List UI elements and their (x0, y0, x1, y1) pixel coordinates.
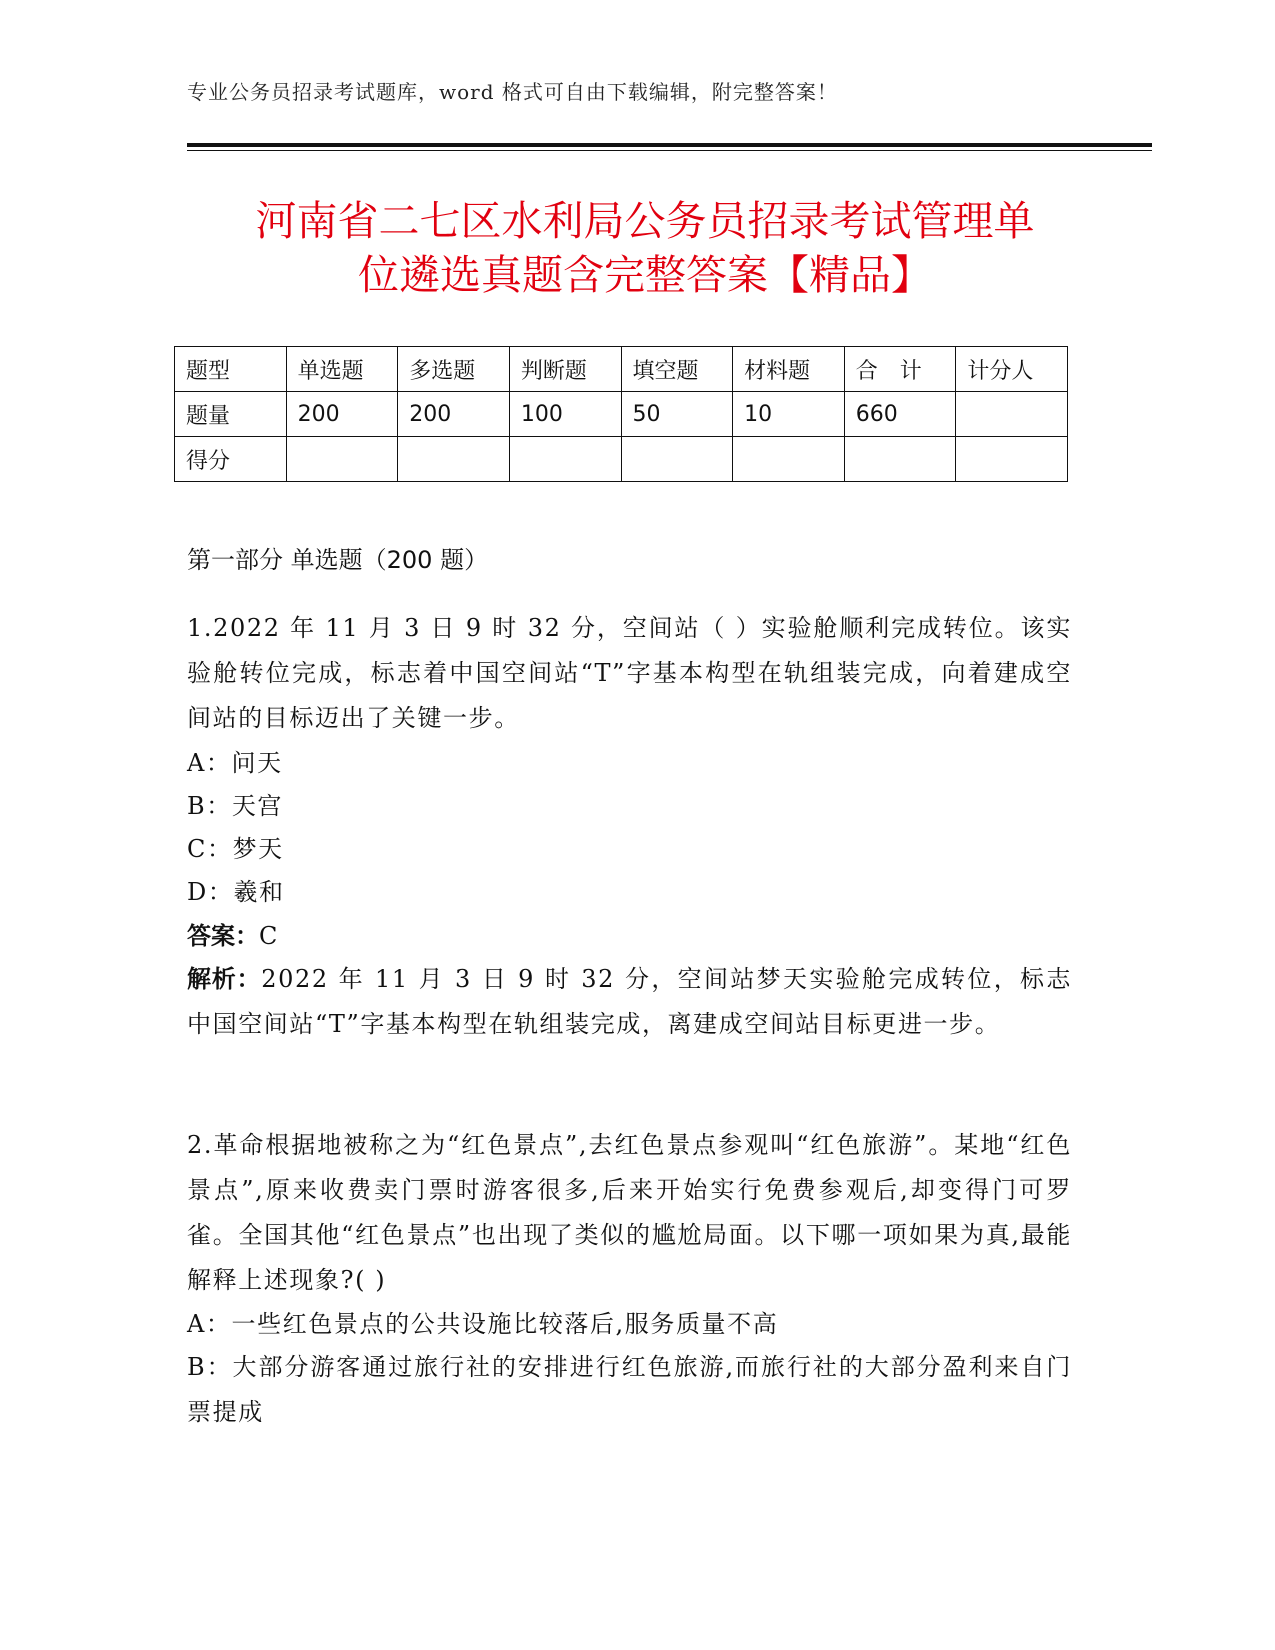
table-cell (398, 437, 510, 482)
section-title: 第一部分 单选题（200 题） (187, 546, 489, 574)
question-1-answer (187, 914, 279, 959)
header-rule-thick (187, 143, 1152, 147)
table-cell: 200 (398, 392, 510, 437)
question-2-stem: 2.革命根据地被称之为“红色景点”,去红色景点参观叫“红色旅游”。某地“红色景点”,原来收费卖门票时游客很多,后来开始实行免费参观后,却变得门可罗雀。全国其他“红色景点”也出现了类似的尴尬局面。以下哪一项如果为真,最能解释上述现象?( ) (187, 1131, 1072, 1294)
title-line-1: 河南省二七区水利局公务员招录考试管理单 (255, 197, 1035, 245)
question-1-option-a: A：问天 (187, 749, 283, 777)
table-cell (509, 437, 621, 482)
table-cell: 合 计 (844, 347, 956, 392)
table-cell: 题型 (175, 347, 287, 392)
question-1-stem: 1.2022 年 11 月 3 日 9 时 32 分，空间站（ ）实验舱顺利完成转位。该实验舱转位完成，标志着中国空间站“T”字基本构型在轨组装完成，向着建成空间站的目标迈出了关键一步。 (187, 614, 1072, 732)
question-1-option-b: B：天宫 (187, 792, 284, 820)
analysis-label: 解析： (187, 965, 262, 993)
table-cell: 计分人 (956, 347, 1068, 392)
question-1-option-d: D：羲和 (187, 878, 285, 906)
analysis-text: 2022 年 11 月 3 日 9 时 32 分，空间站梦天实验舱完成转位，标志中国空间站“T”字基本构型在轨组装完成，离建成空间站目标更进一步。 (187, 965, 1072, 1038)
question-1-option-c: C：梦天 (187, 835, 284, 863)
table-cell: 200 (286, 392, 398, 437)
answer-label: 答案： (187, 922, 259, 950)
score-table (174, 346, 1068, 482)
table-cell: 10 (733, 392, 845, 437)
table-cell: 50 (621, 392, 733, 437)
table-cell (621, 437, 733, 482)
table-cell (956, 392, 1068, 437)
header-rule-thin (187, 150, 1152, 151)
table-cell: 多选题 (398, 347, 510, 392)
table-row (175, 437, 1068, 482)
question-2-option-b: B：大部分游客通过旅行社的安排进行红色旅游,而旅行社的大部分盈利来自门票提成 (187, 1353, 1072, 1426)
question-2-option-a: A：一些红色景点的公共设施比较落后,服务质量不高 (187, 1310, 779, 1338)
title-line-2: 位遴选真题含完整答案【精品】 (358, 251, 932, 299)
table-cell: 660 (844, 392, 956, 437)
header-note: 专业公务员招录考试题库，word 格式可自由下载编辑，附完整答案！ (187, 80, 838, 104)
answer-value: C (259, 922, 279, 950)
document-title (175, 194, 1115, 302)
question-1-analysis (187, 957, 1072, 1047)
table-cell: 判断题 (509, 347, 621, 392)
table-row (175, 347, 1068, 392)
table-cell (733, 437, 845, 482)
table-cell (286, 437, 398, 482)
table-cell (956, 437, 1068, 482)
table-cell: 题量 (175, 392, 287, 437)
table-cell: 填空题 (621, 347, 733, 392)
table-cell: 单选题 (286, 347, 398, 392)
table-cell: 100 (509, 392, 621, 437)
table-cell: 得分 (175, 437, 287, 482)
table-cell: 材料题 (733, 347, 845, 392)
table-cell (844, 437, 956, 482)
table-row (175, 392, 1068, 437)
